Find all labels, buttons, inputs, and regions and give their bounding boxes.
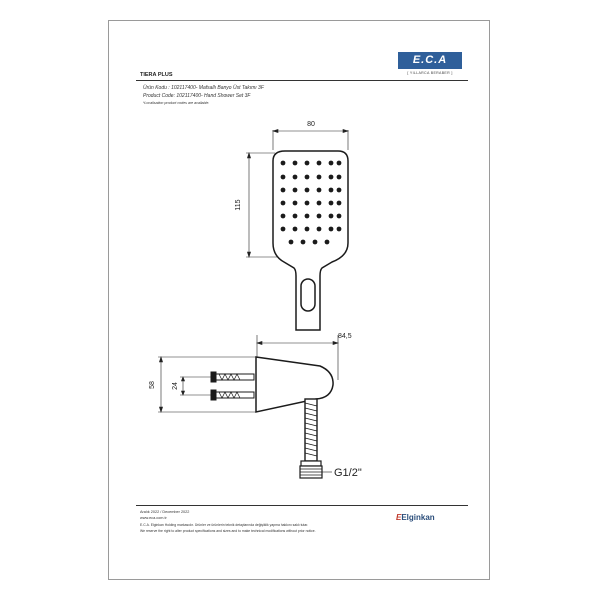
product-code-line: Product Code: 102117400- Hand Shower Set 3F (143, 93, 251, 99)
footer-divider (136, 505, 468, 506)
urun-kodu-line: Ürün Kodu : 102117400- Mafsallı Banyo Üst Takımı 3F (143, 85, 264, 91)
footer-date: Aralık 2022 / December 2022 (140, 510, 190, 514)
series-title: TIERA PLUS (140, 72, 173, 78)
eca-logo-tagline: [ YILLARCA BERABER ] (407, 71, 453, 75)
elginkan-name: Elginkan (401, 513, 435, 522)
thread-label: G1/2" (334, 467, 362, 479)
eca-logo-mark: E.C.A (398, 52, 462, 69)
width-dimension (273, 129, 348, 150)
dim-width-label: 80 (307, 121, 315, 128)
elginkan-logo (396, 513, 435, 522)
localisation-note: *Localisation product codes are available. (143, 101, 210, 105)
wall-bracket (256, 357, 333, 412)
footer-note-tr: E.C.A. Elginkan Holding markasıdır. Ürünler ve ürünlerin teknik detaylarında değişiklik yapma hakkını saklı tutar. (140, 523, 309, 527)
dim-screw-spacing-label: 24 (172, 382, 179, 390)
elginkan-mark: E (396, 513, 402, 522)
dim-bracket-height-label: 58 (149, 381, 156, 389)
dim-height-label: 115 (235, 199, 242, 211)
footer-note-en: We reserve the right to alter product specifications and sizes and to make technical modifications without prior notice. (140, 529, 316, 533)
wall-screws (211, 372, 254, 400)
dim-depth-label: 84,5 (338, 333, 352, 340)
footer-website[interactable]: www.eca.com.tr (140, 516, 167, 520)
shower-hose (300, 399, 322, 478)
